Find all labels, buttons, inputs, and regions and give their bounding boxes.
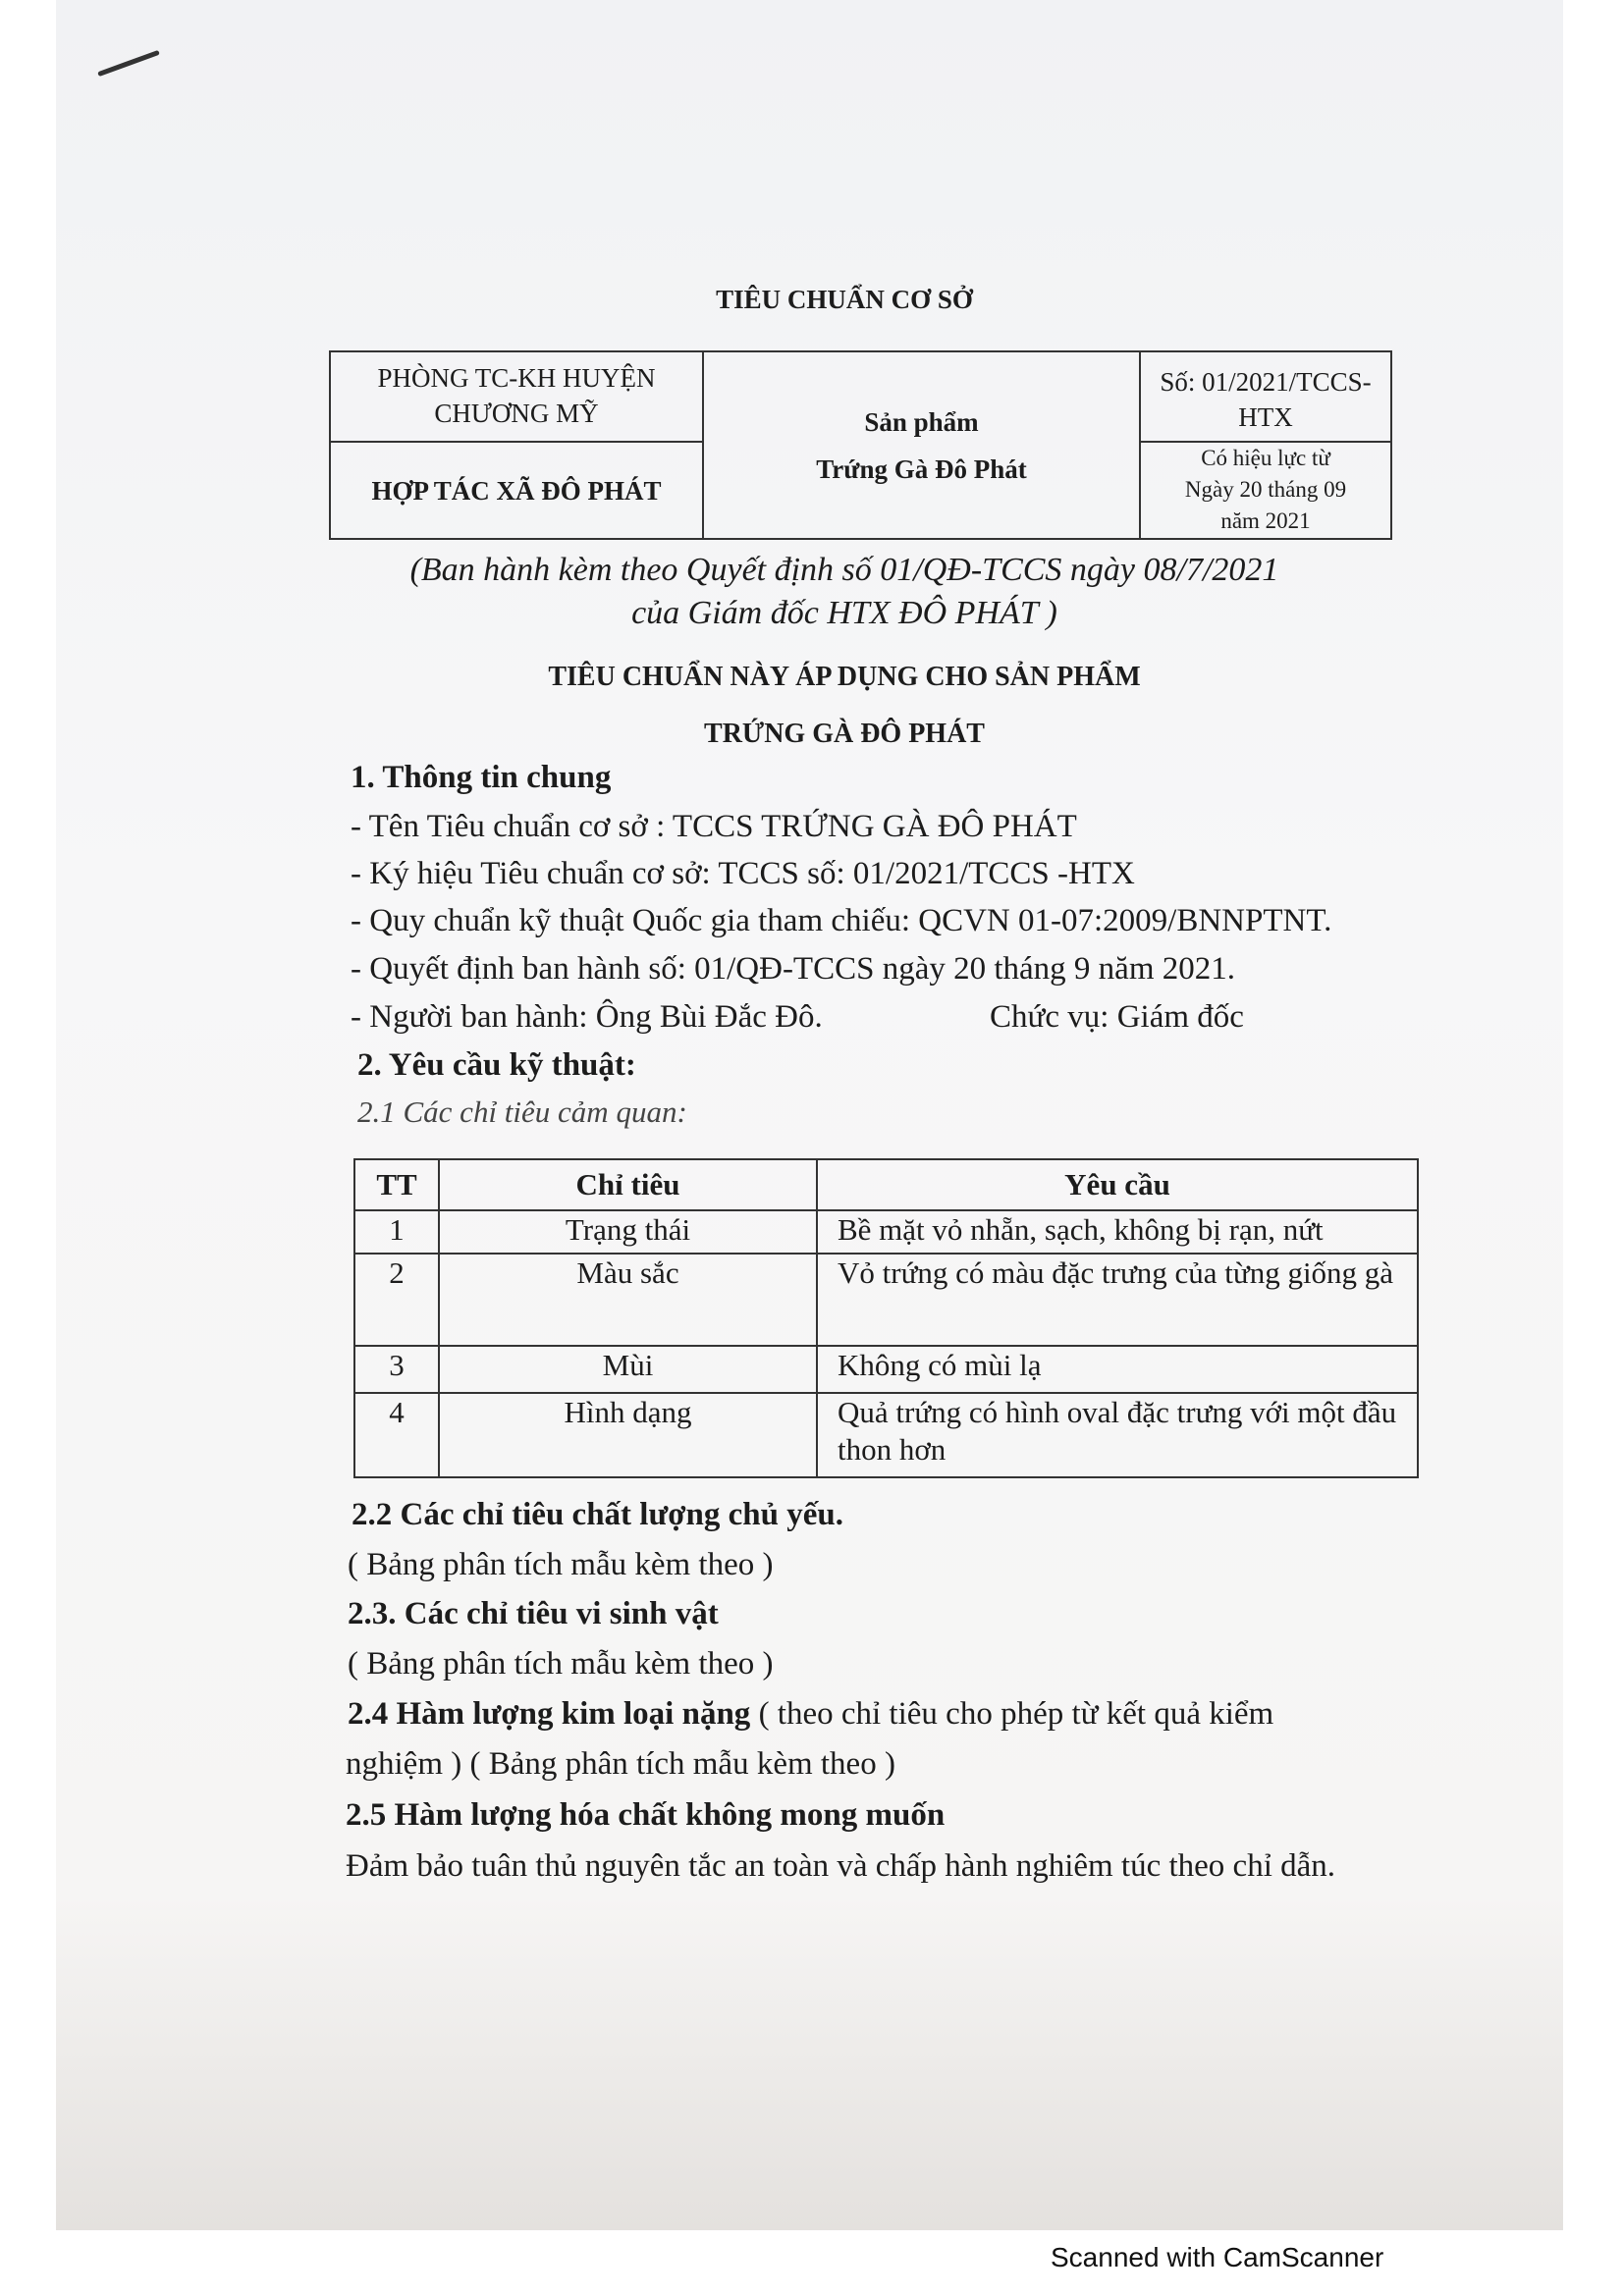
effective-line1: Có hiệu lực từ [1201,446,1330,470]
number-line1: Số: 01/2021/TCCS- [1160,367,1372,397]
effective-line2: Ngày 20 tháng 09 [1184,477,1347,502]
table-row [354,1346,1418,1393]
section2-5-text: Đảm bảo tuân thủ nguyên tắc an toàn và chấp hành nghiêm túc theo chỉ dẫn. [346,1848,1336,1884]
cell-requirement: Quả trứng có hình oval đặc trưng với một đầu thon hơn [817,1393,1418,1477]
section1-item: - Quyết định ban hành số: 01/QĐ-TCCS ngày 20 tháng 9 năm 2021. [351,951,1235,987]
section1-issuer: - Người ban hành: Ông Bùi Đắc Đô. [351,999,823,1035]
table-row [354,1393,1418,1477]
number-cell [1140,351,1391,442]
number-line2: HTX [1238,402,1293,432]
cell-tt: 2 [354,1254,439,1346]
applies-line2: TRỨNG GÀ ĐÔ PHÁT [704,719,985,749]
section2-3-heading: 2.3. Các chỉ tiêu vi sinh vật [348,1596,719,1631]
cell-criterion: Mùi [439,1346,817,1393]
section2-3-note: ( Bảng phân tích mẫu kèm theo ) [348,1646,774,1682]
issued-note-line2: của Giám đốc HTX ĐÔ PHÁT ) [631,595,1057,631]
cell-tt: 1 [354,1210,439,1254]
camscanner-watermark: Scanned with CamScanner [1051,2242,1384,2272]
org-cell [330,442,703,539]
section2-4-rest: ( theo chỉ tiêu cho phép từ kết quả kiểm [750,1696,1274,1732]
table-header-row [354,1159,1418,1210]
effective-cell [1140,442,1391,539]
section1-item: - Quy chuẩn kỹ thuật Quốc gia tham chiếu: QCVN 01-07:2009/BNNPTNT. [351,903,1332,938]
sensory-requirements-table [353,1158,1419,1478]
cell-requirement: Bề mặt vỏ nhẵn, sạch, không bị rạn, nứt [817,1210,1418,1254]
cell-criterion: Hình dạng [439,1393,817,1477]
issuer-line2: CHƯƠNG MỸ [434,399,599,428]
product-name: Trứng Gà Đô Phát [816,454,1027,484]
section2-4-heading: 2.4 Hàm lượng kim loại nặng [348,1696,751,1732]
org-name: HỢP TÁC XÃ ĐÔ PHÁT [371,475,662,506]
header-criterion: Chỉ tiêu [439,1159,817,1210]
header-table [329,350,1392,540]
issuer-cell [330,351,703,442]
section1-heading: 1. Thông tin chung [351,760,612,795]
section2-2-note: ( Bảng phân tích mẫu kèm theo ) [348,1547,774,1582]
cell-requirement: Không có mùi lạ [817,1346,1418,1393]
section2-4-line2: nghiệm ) ( Bảng phân tích mẫu kèm theo ) [346,1746,895,1782]
table-row [354,1210,1418,1254]
product-cell [703,351,1140,539]
header-requirement: Yêu cầu [817,1159,1418,1210]
section2-heading: 2. Yêu cầu kỹ thuật: [357,1047,636,1083]
section2-5-heading: 2.5 Hàm lượng hóa chất không mong muốn [346,1797,946,1833]
cell-criterion: Trạng thái [439,1210,817,1254]
section1-item: - Tên Tiêu chuẩn cơ sở : TCCS TRỨNG GÀ ĐÔ PHÁT [351,809,1077,844]
scanned-page [56,0,1563,2230]
section2-4-line1 [348,1696,1273,1733]
issuer-line1: PHÒNG TC-KH HUYỆN [377,363,656,393]
product-label: Sản phẩm [864,406,979,437]
document-title: TIÊU CHUẨN CƠ SỞ [716,285,973,314]
cell-requirement: Vỏ trứng có màu đặc trưng của từng giống gà [817,1254,1418,1346]
section2-2-heading: 2.2 Các chỉ tiêu chất lượng chủ yếu. [352,1497,843,1532]
cell-tt: 3 [354,1346,439,1393]
section2-1-heading: 2.1 Các chỉ tiêu cảm quan: [357,1095,687,1129]
issued-note-line1: (Ban hành kèm theo Quyết định số 01/QĐ-TCCS ngày 08/7/2021 [409,552,1279,588]
applies-line1: TIÊU CHUẨN NÀY ÁP DỤNG CHO SẢN PHẨM [548,662,1141,692]
table-row [354,1254,1418,1346]
cell-tt: 4 [354,1393,439,1477]
header-tt: TT [354,1159,439,1210]
cell-criterion: Màu sắc [439,1254,817,1346]
effective-line3: năm 2021 [1220,508,1311,533]
section1-item: - Ký hiệu Tiêu chuẩn cơ sở: TCCS số: 01/2021/TCCS -HTX [351,856,1135,891]
section1-position: Chức vụ: Giám đốc [990,999,1244,1035]
